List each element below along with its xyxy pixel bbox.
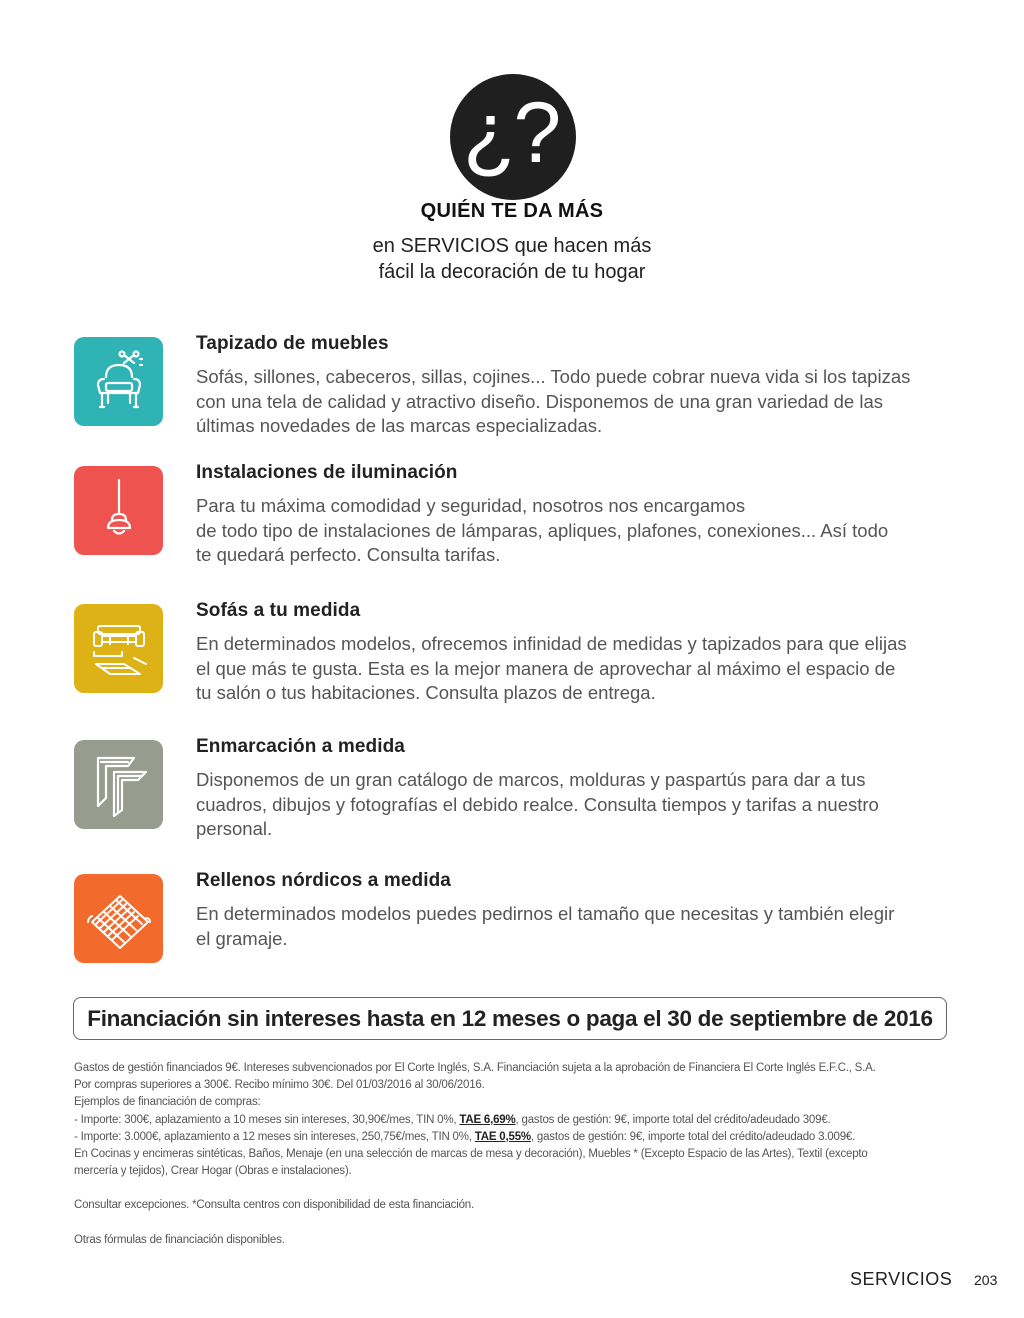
- fine-print-line: Otras fórmulas de financiación disponibles.: [74, 1233, 285, 1246]
- service-title: Rellenos nórdicos a medida: [196, 870, 451, 891]
- pendant-lamp-icon: [74, 466, 163, 555]
- service-description: [196, 902, 954, 951]
- description-line: tu salón o tus habitaciones. Consulta plazos de entrega.: [196, 682, 656, 703]
- page-headline: QUIÉN TE DA MÁS: [420, 200, 604, 222]
- fine-print-line: Gastos de gestión financiados 9€. Intereses subvencionados por El Corte Inglés, S.A. Financiación sujeta a la aprobación de Financiera El Corte Inglés E.F.C., S.A.: [74, 1062, 876, 1074]
- fine-print-line: En Cocinas y encimeras sintéticas, Baños, Menaje (en una selección de marcas de mesa y decoración), Muebles * (Excepto Espacio de las Artes), Textil (excepto: [74, 1148, 868, 1161]
- tae-rate: TAE 6,69%: [459, 1113, 516, 1126]
- logo-text: ¿?: [462, 85, 560, 181]
- tae-rate: TAE 0,55%: [474, 1130, 531, 1143]
- page-subtitle: [0, 233, 1024, 285]
- description-line: cuadros, dibujos y fotografías el debido realce. Consulta tiempos y tarifas a nuestro: [196, 793, 879, 815]
- description-line: te quedará perfecto. Consulta tarifas.: [196, 544, 501, 565]
- description-line: el que más te gusta. Esta es la mejor manera de aprovechar al máximo el espacio de: [196, 657, 896, 679]
- service-description: [196, 365, 954, 439]
- description-line: el gramaje.: [196, 927, 288, 949]
- frame-corner-icon: [74, 740, 163, 829]
- financing-banner: Financiación sin intereses hasta en 12 meses o paga el 30 de septiembre de 2016: [73, 997, 947, 1040]
- example-text: , gastos de gestión: 9€, importe total del crédito/adeudado 309€.: [515, 1113, 831, 1126]
- service-title: Enmarcación a medida: [196, 736, 405, 757]
- subtitle-line: en SERVICIOS que hacen más: [372, 235, 652, 257]
- example-text: , gastos de gestión: 9€, importe total del crédito/adeudado 3.009€.: [530, 1130, 856, 1143]
- fine-print-line: Por compras superiores a 300€. Recibo mínimo 30€. Del 01/03/2016 al 30/06/2016.: [74, 1079, 485, 1092]
- fine-print-line: Ejemplos de financiación de compras:: [74, 1096, 261, 1109]
- service-description: [196, 768, 954, 842]
- example-text: - Importe: 3.000€, aplazamiento a 12 meses sin intereses, 250,75€/mes, TIN 0%,: [74, 1130, 475, 1143]
- service-title: Sofás a tu medida: [196, 600, 361, 621]
- fine-print-line: Consultar excepciones. *Consulta centros con disponibilidad de esta financiación.: [74, 1199, 474, 1212]
- description-line: En determinados modelos, ofrecemos infinidad de medidas y tapizados para que elijas: [196, 633, 907, 654]
- section-label: SERVICIOS: [850, 1269, 953, 1289]
- service-description: [196, 494, 954, 568]
- service-title: Tapizado de muebles: [196, 333, 389, 354]
- description-line: En determinados modelos puedes pedirnos el tamaño que necesitas y también elegir: [196, 903, 895, 924]
- financing-example: [74, 1129, 954, 1146]
- page-number: 203: [974, 1272, 998, 1288]
- question-mark-logo: [450, 74, 576, 200]
- description-line: de todo tipo de instalaciones de lámparas, apliques, plafones, conexiones... Así todo: [196, 519, 889, 541]
- financing-example: [74, 1112, 954, 1129]
- armchair-icon: [74, 337, 163, 426]
- subtitle-line: fácil la decoración de tu hogar: [378, 261, 646, 283]
- service-description: [196, 632, 954, 706]
- quilt-icon: [74, 874, 163, 963]
- sofa-blueprint-icon: [74, 604, 163, 693]
- description-line: Sofás, sillones, cabeceros, sillas, cojines... Todo puede cobrar nueva vida si los tapizas: [196, 366, 911, 387]
- description-line: Disponemos de un gran catálogo de marcos, molduras y paspartús para dar a tus: [196, 769, 866, 790]
- example-text: - Importe: 300€, aplazamiento a 10 meses sin intereses, 30,90€/mes, TIN 0%,: [74, 1113, 460, 1126]
- description-line: con una tela de calidad y atractivo diseño. Disponemos de una gran variedad de las: [196, 390, 883, 412]
- description-line: personal.: [196, 818, 273, 839]
- fine-print-line: mercería y tejidos), Crear Hogar (Obras e instalaciones).: [74, 1165, 352, 1178]
- service-title: Instalaciones de iluminación: [196, 462, 458, 483]
- financing-fine-print: [74, 1060, 954, 1249]
- description-line: Para tu máxima comodidad y seguridad, nosotros nos encargamos: [196, 495, 746, 516]
- description-line: últimas novedades de las marcas especializadas.: [196, 415, 603, 436]
